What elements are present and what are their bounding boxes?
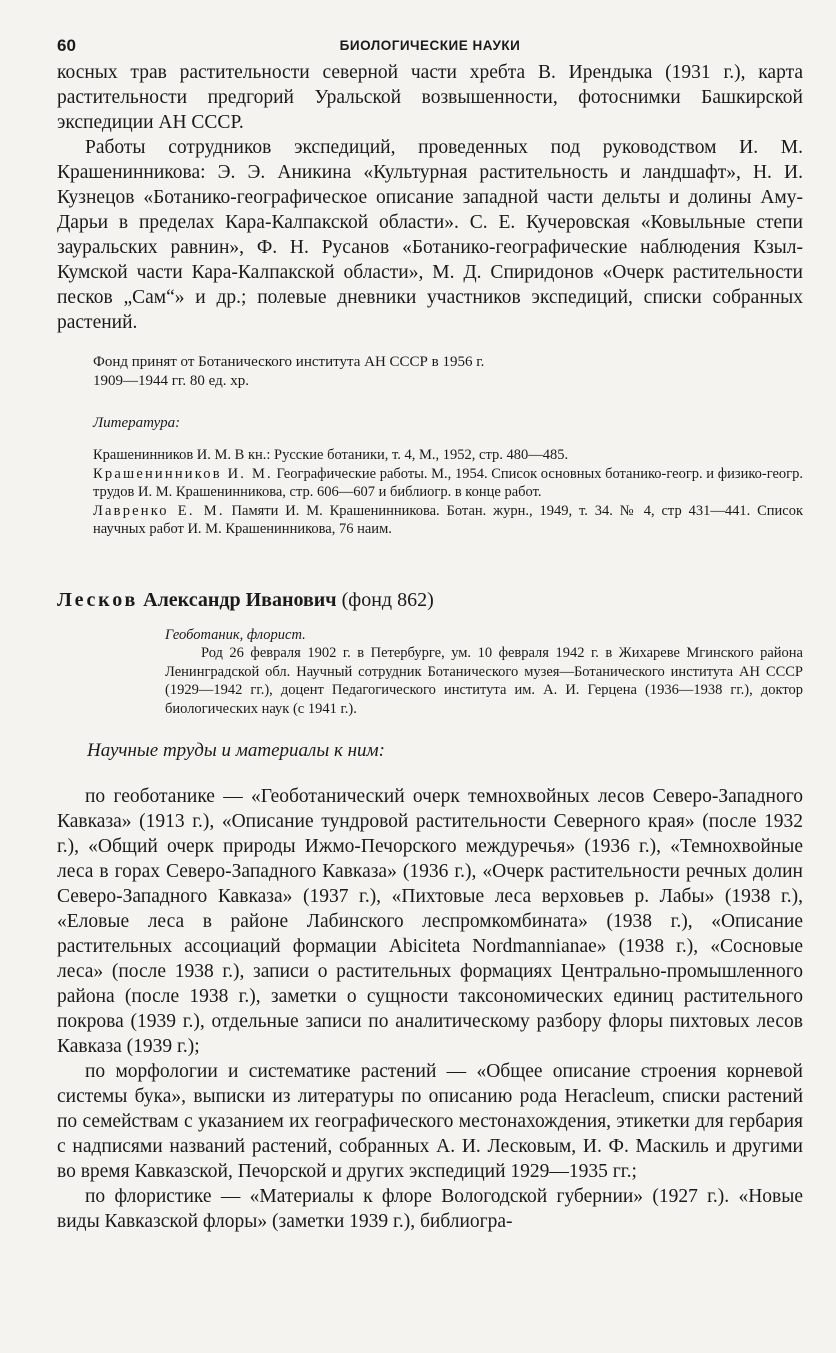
page <box>57 30 803 1234</box>
works-list <box>57 784 803 1234</box>
intro-paragraph-1: косных трав растительности северной части хребта В. Ирендыка (1931 г.), карта растительности предгорий Уральской возвышенности, фотоснимки Башкирской экспедиции АН СССР. <box>57 62 803 133</box>
literature-entry <box>93 465 803 502</box>
works-paragraph-geobotany: по геоботанике — «Геоботанический очерк темнохвойных лесов Северо-Западного Кавказа» (1913 г.), «Описание тундровой растительности Северного края» (после 1932 г.), «Общий очерк природы Ижмо-Печорского междуречья» (1936 г.), «Темнохвойные леса в горах Северо-Западного Кавказа» (1936 г.), «Очерк растительности речных долин Северо-Западного Кавказа» (1937 г.), «Пихтовые леса верховьев р. Лабы» (1938 г.), «Еловые леса в районе Лабинского леспромкомбината» (1938 г.), «Описание растительных ассоциаций формации Abiciteta Nordmannianae» (1938 г.), «Сосновые леса» (после 1938 г.), записи о растительных формациях Центрально-промышленного района (после 1938 г.), заметки о сущности таксономических единиц растительного покрова (1939 г.), отдельные записи по аналитическому разбору флоры пихтовых лесов Кавказа (1939 г.); <box>57 786 803 1057</box>
literature-author: Лавренко Е. М. <box>93 502 225 519</box>
person-fund: (фонд 862) <box>341 588 434 611</box>
works-paragraph-morphology: по морфологии и систематике растений — «Общее описание строения корневой системы бука», выписки из литературы по описанию рода Heracleum, списки растений по семействам с указанием их географического местонахождения, этикетки для гербария с надписями названий растений, собранных А. И. Лесковым, И. Ф. Маскиль и другими во время Кавказской, Печорской и других экспедиций 1929—1935 гг.; <box>57 1061 803 1182</box>
works-paragraph-floristics: по флористике — «Материалы к флоре Вологодской губернии» (1927 г.). «Новые виды Кавказской флоры» (заметки 1939 г.), библиогра- <box>57 1186 803 1232</box>
fund-note-line-2: 1909—1944 гг. 80 ед. хр. <box>93 373 249 389</box>
fund-note <box>93 353 803 391</box>
page-header <box>57 30 803 60</box>
person-bio-text: Род 26 февраля 1902 г. в Петербурге, ум. 10 февраля 1942 г. в Жихареве Мгинского района Ленинградской обл. Научный сотрудник Ботанического музея—Ботанического института АН СССР (1929—1942 гг.), доцент Педагогического института им. А. И. Герцена (1936—1938 гг.), доктор биологических наук (с 1941 г.). <box>165 645 803 717</box>
intro-paragraph-2: Работы сотрудников экспедиций, проведенных под руководством И. М. Крашенинникова: Э. Э. Аникина «Культурная растительность и ландшафт», Н. И. Кузнецов «Ботанико-географическое описание западной части дельты и долины Аму-Дарьи в пределах Кара-Калпакской области». С. Е. Кучеровская «Ковыльные степи зауральских равнин», Ф. Н. Русанов «Ботанико-географические наблюдения Кзыл-Кумской части Кара-Калпакской области», М. Д. Спиридонов «Очерк растительности песков „Сам“» и др.; полевые дневники участников экспедиций, списки собранных растений. <box>57 137 803 333</box>
person-given-name: Александр Иванович <box>143 588 337 611</box>
literature-text: Памяти И. М. Крашенинникова. Ботан. журн., 1949, т. 34. № 4, стр 431—441. Список научных работ И. М. Крашенинникова, 76 наим. <box>93 502 803 537</box>
person-heading <box>57 589 803 612</box>
fund-note-line-1: Фонд принят от Ботанического института АН СССР в 1956 г. <box>93 354 485 370</box>
person-role: Геоботаник, флорист. <box>165 626 306 643</box>
literature-entry <box>93 502 803 539</box>
person-bio <box>165 626 803 719</box>
works-heading: Научные труды и материалы к ним: <box>87 740 385 761</box>
person-surname: Лесков <box>57 588 139 611</box>
literature-text: Географические работы. М., 1954. Список основных ботанико-геогр. и физико-геогр. трудов И. М. Крашенинникова, стр. 606—607 и библиогр. в конце работ. <box>93 465 803 500</box>
running-title: БИОЛОГИЧЕСКИЕ НАУКИ <box>339 38 521 53</box>
literature-entry: Крашенинников И. М. В кн.: Русские ботаники, т. 4, М., 1952, стр. 480—485. <box>93 447 569 463</box>
literature-list <box>93 446 803 539</box>
literature-heading: Литература: <box>93 415 181 431</box>
page-number: 60 <box>57 36 76 55</box>
literature-author: Крашенинников И. М. <box>93 465 273 482</box>
